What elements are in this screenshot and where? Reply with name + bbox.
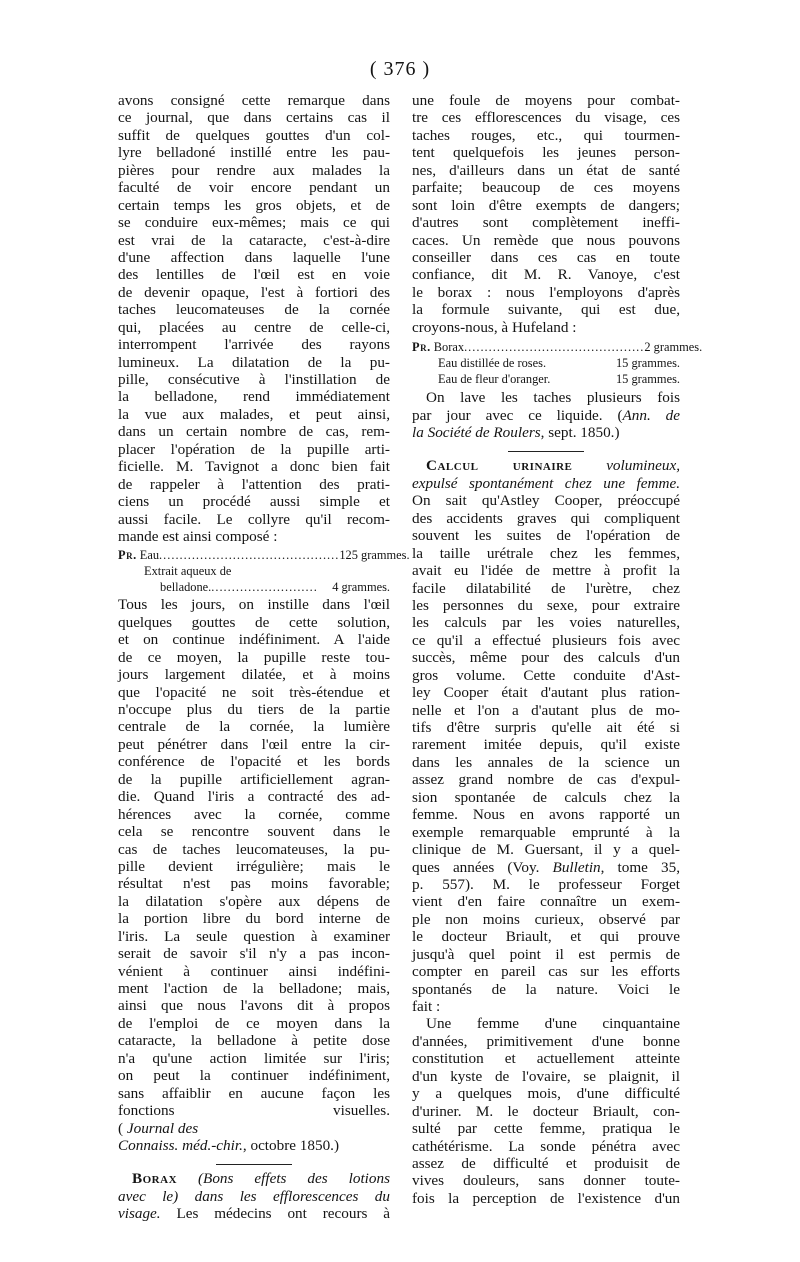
text-line: l'iris. La seule question à examiner bbox=[118, 927, 390, 945]
text-line: les calculs par les voies naturelles, bbox=[412, 614, 680, 632]
text-line: ciens un procédé aussi simple et bbox=[118, 493, 390, 511]
text-line: d'une affection dans laquelle l'une bbox=[118, 248, 390, 266]
text-line: caces. Un remède que nous pouvons bbox=[412, 231, 680, 249]
text-line: résultat n'est pas moins favorable; bbox=[118, 875, 390, 893]
text-line: pille, consécutive à l'instillation de bbox=[118, 371, 390, 388]
text-line: d'un kyste de l'ovaire, se plaignit, il bbox=[412, 1067, 680, 1085]
text-line: interrompent l'arrivée des rayons bbox=[118, 336, 390, 354]
paragraph-case-report bbox=[412, 1015, 680, 1207]
borax-heading-line-2: avec le) dans les efflorescences du bbox=[118, 1187, 390, 1205]
formula-row-eau-roses: Eau distillée de roses. 15 grammes. bbox=[438, 356, 680, 371]
formula-row-borax: Pr. Borax ............................................ 2 grammes. bbox=[412, 340, 703, 355]
text-line: mande est ainsi composé : bbox=[118, 527, 278, 545]
text-line: n'occupe plus du tiers de la partie bbox=[118, 701, 390, 718]
text-line: sulté par cette femme, pratiqua le bbox=[412, 1120, 680, 1138]
text-line: certain temps les gros objets, et de bbox=[118, 196, 390, 214]
text-line: compter en pareil cas sur les efforts bbox=[412, 963, 680, 981]
text-line: spontanés de la nature. Voici le bbox=[412, 980, 680, 998]
text-line: qui, placées au centre de celle-ci, bbox=[118, 318, 390, 336]
text-line: jusqu'à quel point il est permis de bbox=[412, 945, 680, 963]
text-line: On sait qu'Astley Cooper, préoccupé bbox=[412, 492, 680, 510]
text-line: nes, d'ailleurs dans un état de santé bbox=[412, 161, 680, 179]
text-line: centrale de la cornée, la lumière bbox=[118, 718, 390, 736]
text-line: le borax : nous l'employons d'après bbox=[412, 283, 680, 301]
text-line: cela se rencontre souvent dans le bbox=[118, 823, 390, 841]
formula-borax bbox=[412, 339, 703, 387]
borax-heading-line-3: visage. Les médecins ont recours à bbox=[118, 1205, 390, 1223]
text-line: ple non moins curieux, observé par bbox=[412, 910, 680, 928]
text-line: des accidents graves qui compliquent bbox=[412, 509, 680, 527]
text-line: conseiller dans ces cas en toute bbox=[412, 248, 680, 266]
text-line: avait eu l'idée de mettre à profit la bbox=[412, 562, 680, 580]
text-line: aussi facile. Le collyre qu'il recom- bbox=[118, 510, 390, 528]
text-line: faculté de voir encore pendant un bbox=[118, 179, 390, 197]
text-line: la formule suivante, qui est due, bbox=[412, 301, 680, 319]
text-line: d'années, primitivement d'une bonne bbox=[412, 1032, 680, 1050]
text-line: placer l'opération de la pupille arti- bbox=[118, 440, 390, 458]
text-line: n'a qu'une action limitée sur l'iris; bbox=[118, 1049, 390, 1067]
text-line: la portion libre du bord interne de bbox=[118, 910, 390, 928]
text-line: vives douleurs, sans donner toute- bbox=[412, 1172, 680, 1190]
page-number: ( 376 ) bbox=[369, 58, 431, 80]
text-line: serait de savoir s'il n'y a pas incon- bbox=[118, 945, 390, 963]
formula-row-eau-oranger: Eau de fleur d'oranger. 15 grammes. bbox=[438, 372, 680, 387]
text-line: de l'emploi de ce moyen dans la bbox=[118, 1014, 390, 1032]
calcul-subheading: expulsé spontanément chez une femme. bbox=[412, 474, 680, 492]
text-line: peut pénétrer dans l'œil entre la cir- bbox=[118, 735, 390, 753]
text-line: sans affaiblir en aucune façon les bbox=[118, 1084, 390, 1102]
section-divider bbox=[118, 1160, 390, 1170]
text-line: sion spontanée de calculs chez la bbox=[412, 788, 680, 806]
text-line: conférence de l'opacité et les bords bbox=[118, 753, 390, 771]
text-line: lumineux. La dilatation de la pu- bbox=[118, 353, 390, 371]
paragraph-calcul-history bbox=[412, 492, 680, 858]
text-line: fait : bbox=[412, 998, 441, 1015]
bulletin-line: ques années (Voy. Bulletin, tome 35, bbox=[412, 858, 680, 876]
text-line: ley Cooper était d'autant plus ration- bbox=[412, 684, 680, 702]
text-line: suffit de quelques gouttes d'un col- bbox=[118, 126, 390, 144]
formula-collyre bbox=[118, 547, 410, 595]
text-line: clinique de M. Guersant, il y a quel- bbox=[412, 841, 680, 859]
text-line: tifs d'être surpris qu'elle ait été si bbox=[412, 719, 680, 736]
text-line: croyons-nous, à Hufeland : bbox=[412, 318, 577, 336]
citation-journal-line: ( Journal des bbox=[118, 1119, 199, 1137]
text-line: ce qu'il a effectué plusieurs fois avec bbox=[412, 631, 680, 649]
text-line: constitution et actuellement atteinte bbox=[412, 1050, 680, 1068]
text-line: et on continue indéfiniment. A l'aide bbox=[118, 631, 390, 649]
text-line: ce journal, que dans certains cas il bbox=[118, 109, 390, 127]
text-line: taches rouges, etc., qui tourmen- bbox=[412, 126, 680, 144]
text-line: assez de difficulté et produisit de bbox=[412, 1154, 680, 1172]
text-line: y a quelques mois, d'une difficulté bbox=[412, 1085, 680, 1103]
text-line: fois la perception de l'existence d'un bbox=[412, 1189, 680, 1207]
paragraph-collyre-usage bbox=[118, 596, 390, 1119]
text-line: ment l'action de la belladone; mais, bbox=[118, 980, 390, 997]
text-line: d'autres sont complètement ineffi- bbox=[412, 214, 680, 232]
text-line: ficielle. M. Tavignot a donc bien fait bbox=[118, 458, 390, 476]
text-line: Une femme d'une cinquantaine bbox=[426, 1015, 680, 1033]
text-line: les personnes du sexe, pour extraire bbox=[412, 596, 680, 614]
text-line: sont loin d'être exempts de dangers; bbox=[412, 196, 680, 214]
text-line: jours largement dilatée, et à moins bbox=[118, 666, 390, 684]
formula-row-extrait-b: belladone. .......................... 4 grammes. bbox=[160, 580, 390, 595]
text-line: avons consigné cette remarque dans bbox=[118, 92, 390, 109]
paragraph-collyre-intro bbox=[118, 92, 390, 545]
formula-row-eau: Pr. Eau ............................................ 125 grammes. bbox=[118, 548, 410, 563]
text-line: nelle et l'on a d'autant plus de mo- bbox=[412, 701, 680, 719]
text-line: la taille urétrale chez les femmes, bbox=[412, 544, 680, 562]
text-line: dans les annales de la science un bbox=[412, 753, 680, 771]
text-line: on peut la continuer indéfiniment, bbox=[118, 1067, 390, 1085]
text-line: dans un certain nombre de cas, rem- bbox=[118, 423, 390, 441]
text-line: des lentilles de l'œil est en voie bbox=[118, 266, 390, 284]
text-line: facile dilatabilité de l'urètre, chez bbox=[412, 579, 680, 597]
text-line: confiance, dit M. R. Vanoye, c'est bbox=[412, 266, 680, 284]
paragraph-calcul-forget bbox=[412, 876, 680, 1016]
text-line: de la pupille artificiellement agran- bbox=[118, 770, 390, 788]
paragraph-borax-intro bbox=[412, 92, 680, 336]
borax-usage-line-1: On lave les taches plusieurs fois bbox=[426, 389, 680, 407]
formula-row-extrait-a: Extrait aqueux de bbox=[144, 564, 232, 579]
text-line: quelques gouttes de cette solution, bbox=[118, 613, 390, 631]
right-column bbox=[412, 92, 703, 1207]
text-line: tent quelquefois les jeunes person- bbox=[412, 144, 680, 162]
text-line: lyre belladoné instillé entre les pau- bbox=[118, 144, 390, 162]
borax-usage-line-2: par jour avec ce liquide. (Ann. de bbox=[412, 406, 680, 424]
text-line: cathétérisme. La sonde pénétra avec bbox=[412, 1137, 680, 1155]
text-line: rarement imitée depuis, qu'il existe bbox=[412, 736, 680, 754]
text-line: de ce moyen, la pupille reste tou- bbox=[118, 648, 390, 666]
borax-usage-line-3: la Société de Roulers, sept. 1850.) bbox=[412, 424, 620, 441]
text-line: tre ces efflorescences du visage, ces bbox=[412, 109, 680, 127]
text-line: cas de taches leucomateuses, la pu- bbox=[118, 840, 390, 858]
text-line: de devenir opaque, l'est à fortiori des bbox=[118, 283, 390, 301]
text-line: pières pour rendre aux malades la bbox=[118, 161, 390, 179]
text-line: ainsi que nous l'avons dit à propos bbox=[118, 997, 390, 1015]
text-line: pille devient irrégulière; mais le bbox=[118, 857, 390, 875]
text-line: le docteur Briault, et qui prouve bbox=[412, 928, 680, 946]
text-line: souvent les suites de l'opération de bbox=[412, 527, 680, 545]
text-line: exemple remarquable emprunté à la bbox=[412, 823, 680, 841]
text-line: est vrai de la cataracte, c'est-à-dire bbox=[118, 231, 390, 249]
text-line: fonctions visuelles. bbox=[118, 1102, 390, 1120]
text-line: die. Quand l'iris a contracté des ad- bbox=[118, 788, 390, 806]
text-line: que l'opacité ne soit très-étendue et bbox=[118, 683, 390, 701]
text-line: parfaite; beaucoup de ces moyens bbox=[412, 179, 680, 197]
citation-journal-line-2: Connaiss. méd.-chir., octobre 1850.) bbox=[118, 1136, 340, 1154]
text-line: succès, même pour des calculs d'un bbox=[412, 649, 680, 667]
text-line: la dilatation s'opère aux dépens de bbox=[118, 892, 390, 910]
text-line: p. 557). M. le professeur Forget bbox=[412, 875, 680, 893]
section-divider-right bbox=[412, 447, 680, 457]
text-line: taches leucomateuses de la cornée bbox=[118, 301, 390, 319]
text-line: femme. Nous en avons rapporté un bbox=[412, 806, 680, 824]
text-line: Tous les jours, on instille dans l'œil bbox=[118, 596, 390, 614]
text-line: vénient à continuer ainsi indéfini- bbox=[118, 962, 390, 980]
text-line: gros volume. Cette conduite d'Ast- bbox=[412, 666, 680, 684]
text-line: la belladone, rend immédiatement bbox=[118, 388, 390, 406]
calcul-heading: Calcul urinaire volumineux, bbox=[426, 457, 680, 475]
text-line: se conduire eux-mêmes; mais ce qui bbox=[118, 214, 390, 232]
text-line: vient d'en faire connaître un exem- bbox=[412, 893, 680, 911]
text-line: cataracte, la belladone à petite dose bbox=[118, 1032, 390, 1050]
text-line: assez grand nombre de cas d'expul- bbox=[412, 771, 680, 789]
text-line: hérences avec la cornée, comme bbox=[118, 805, 390, 823]
text-line: de rappeler à l'attention des prati- bbox=[118, 475, 390, 493]
borax-heading: Borax (Bons effets des lotions bbox=[132, 1170, 390, 1188]
text-line: la vue aux malades, et peut ainsi, bbox=[118, 405, 390, 423]
left-column bbox=[118, 92, 410, 1223]
text-line: une foule de moyens pour combat- bbox=[412, 92, 680, 109]
text-line: d'uriner. M. le docteur Briault, con- bbox=[412, 1102, 680, 1120]
